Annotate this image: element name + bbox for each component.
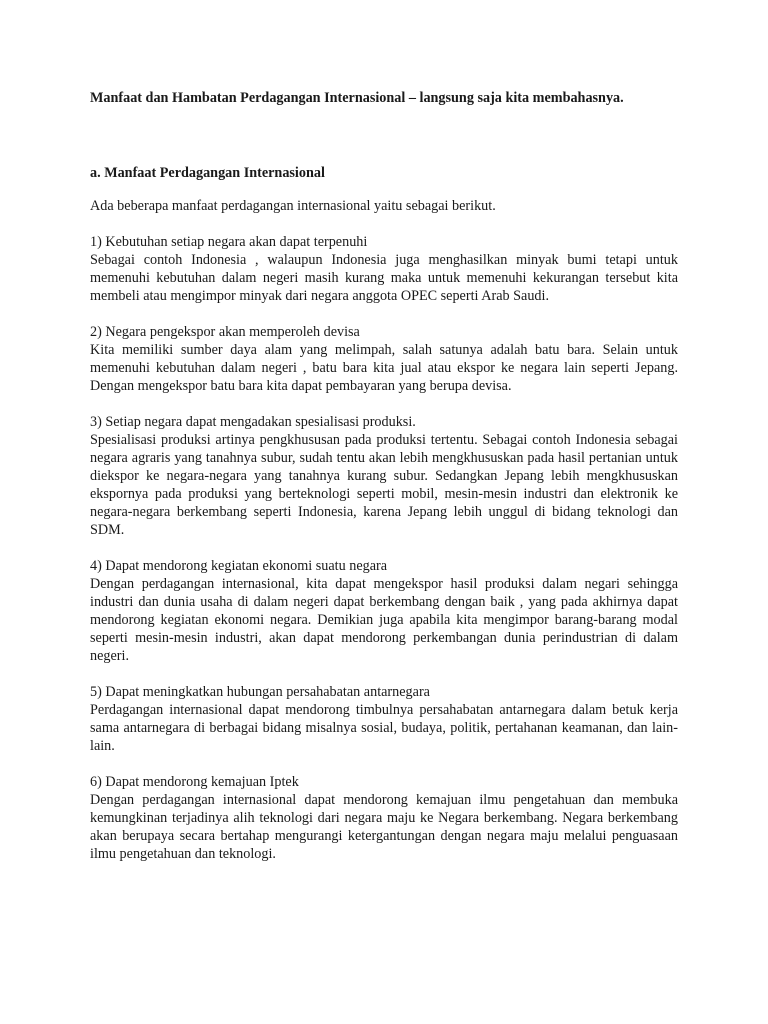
benefit-item-5 [90,683,678,755]
benefit-heading: 2) Negara pengekspor akan memperoleh devisa [90,324,360,340]
benefit-heading: 5) Dapat meningkatkan hubungan persahabatan antarnegara [90,684,430,700]
benefit-heading: 6) Dapat mendorong kemajuan Iptek [90,774,299,790]
benefit-body: Sebagai contoh Indonesia , walaupun Indonesia juga menghasilkan minyak bumi tetapi untuk memenuhi kebutuhan dalam negeri masih kurang maka untuk memenuhi kekurangan tersebut kita membeli atau mengimpor minyak dari negara anggota OPEC seperti Arab Saudi. [90,252,678,304]
benefit-heading: 1) Kebutuhan setiap negara akan dapat terpenuhi [90,234,368,250]
benefit-item-1 [90,233,678,305]
benefit-heading: 3) Setiap negara dapat mengadakan spesialisasi produksi. [90,414,416,430]
section-heading: a. Manfaat Perdagangan Internasional [90,165,325,181]
benefit-body: Kita memiliki sumber daya alam yang melimpah, salah satunya adalah batu bara. Selain untuk memenuhi kebutuhan dalam negeri , batu bara kita jual atau ekspor ke negara lain seperti Jepang. Dengan mengekspor batu bara kita dapat pembayaran yang berupa devisa. [90,342,678,394]
benefit-body: Perdagangan internasional dapat mendorong timbulnya persahabatan antarnegara dalam betuk kerja sama antarnegara di berbagai bidang misalnya sosial, budaya, politik, pertahanan keamanan, dan lain-lain. [90,702,678,754]
intro-paragraph: Ada beberapa manfaat perdagangan internasional yaitu sebagai berikut. [90,198,496,214]
benefit-item-6 [90,773,678,863]
benefit-body: Dengan perdagangan internasional, kita dapat mengekspor hasil produksi dalam negari sehingga industri dan dunia usaha di dalam negeri dapat berkembang dengan baik , yang pada akhirnya dapat mendorong kegiatan ekonomi negara. Demikian juga apabila kita mengimpor barang-barang modal seperti mesin-mesin industri, akan dapat mendorong perkembangan dunia perindustrian di dalam negeri. [90,576,678,664]
benefit-body: Dengan perdagangan internasional dapat mendorong kemajuan ilmu pengetahuan dan membuka kemungkinan terjadinya alih teknologi dari negara maju ke Negara berkembang. Negara berkembang akan berupaya secara bertahap mengurangi ketergantungan dengan negara maju melalui penguasaan ilmu pengetahuan dan teknologi. [90,792,678,862]
benefit-item-2 [90,323,678,395]
benefit-item-4 [90,557,678,665]
benefit-heading: 4) Dapat mendorong kegiatan ekonomi suatu negara [90,558,388,574]
document-title: Manfaat dan Hambatan Perdagangan Internasional – langsung saja kita membahasnya. [90,90,624,106]
benefit-body: Spesialisasi produksi artinya pengkhususan pada produksi tertentu. Sebagai contoh Indonesia sebagai negara agraris yang tanahnya subur, sudah tentu akan lebih mengkhususkan pada hasil pertanian untuk diekspor ke negara-negara yang tanahnya kurang subur. Sedangkan Jepang lebih mengkhususkan ekspornya pada produksi yang berteknologi seperti mobil, mesin-mesin industri dan elektronik ke negara-negara berkembang seperti Indonesia, karena Jepang lebih unggul di bidang teknologi dan SDM. [90,432,678,538]
benefit-item-3 [90,413,678,539]
